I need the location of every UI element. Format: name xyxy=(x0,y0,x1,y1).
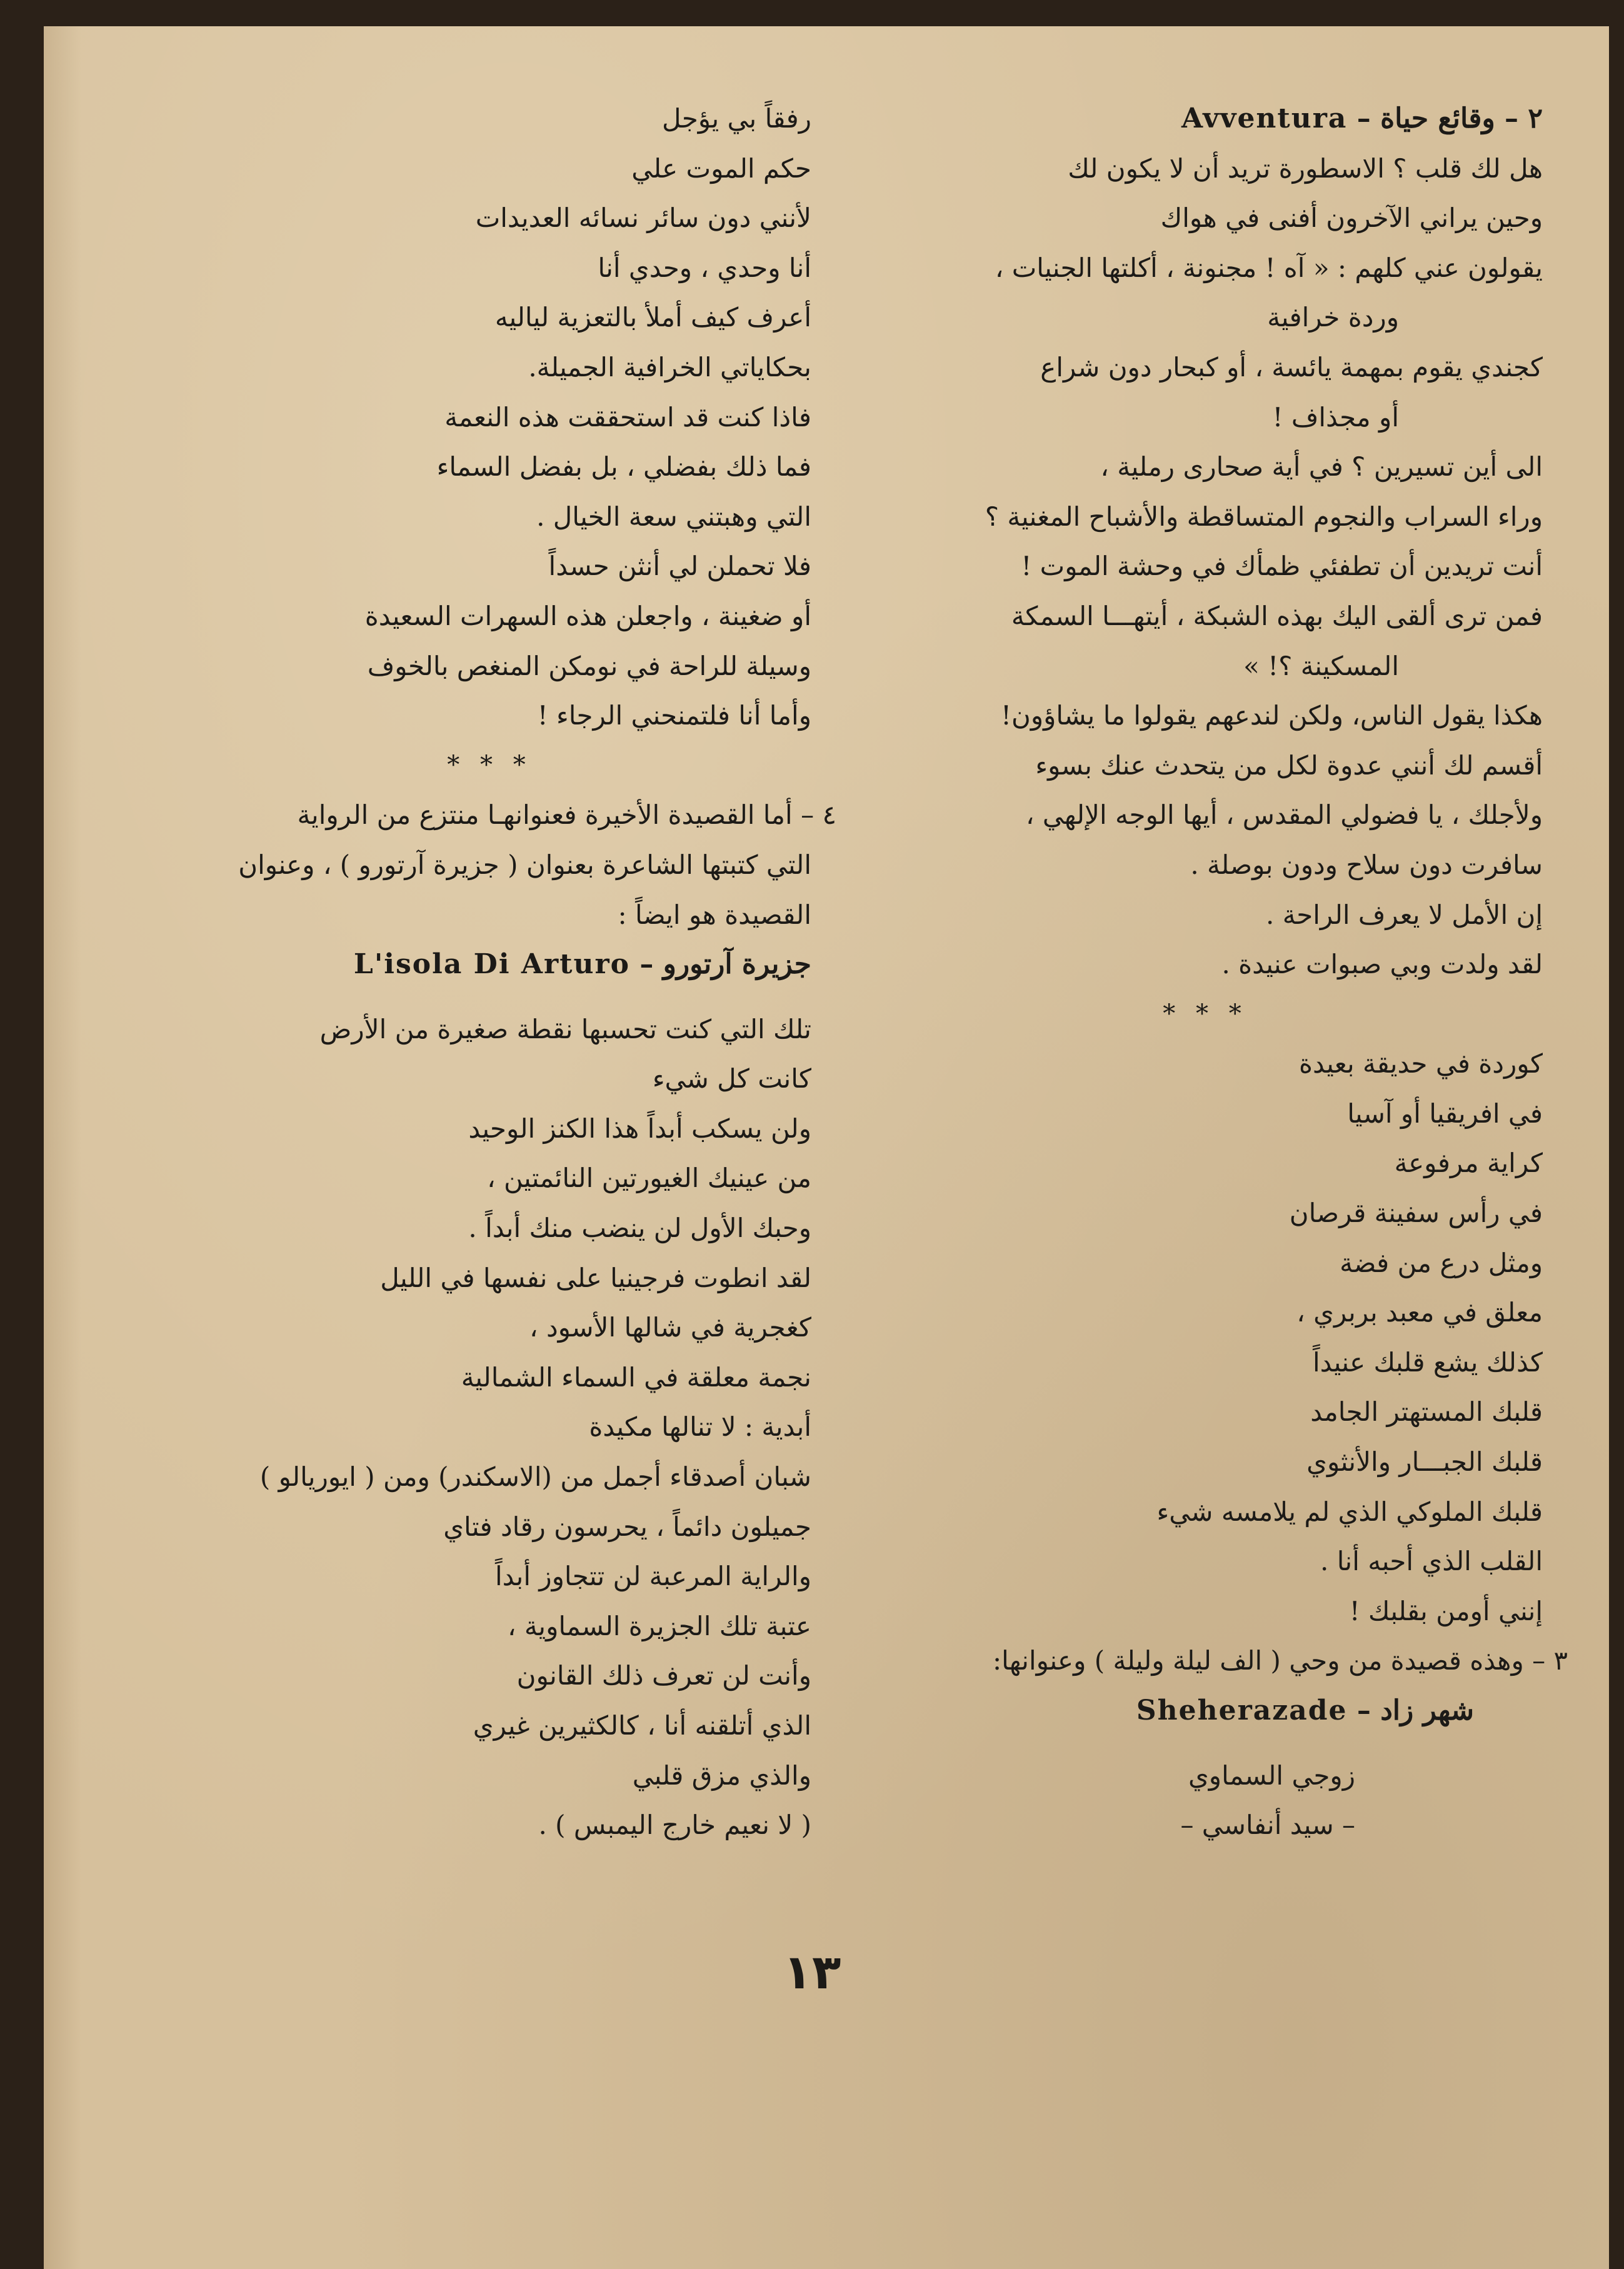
poem-line: جميلون دائماً ، يحرسون رقاد فتاي xyxy=(443,1511,811,1542)
stanza-line: قلبك الجبـــار والأنثوي xyxy=(1306,1446,1543,1478)
stanza-line: القلب الذي أحبه أنا . xyxy=(1320,1546,1543,1577)
stanza-line: قلبك المستهتر الجامد xyxy=(1310,1396,1543,1428)
poem-line: وأما أنا فلتمنحني الرجاء ! xyxy=(537,700,811,731)
stanza-line: كوردة في حديقة بعيدة xyxy=(1299,1048,1543,1079)
section-2-latin-title: Avventura xyxy=(1181,103,1348,134)
section-4-heading xyxy=(168,939,811,989)
section-4-intro-line: التي كتبتها الشاعرة بعنوان ( جزيرة آرتورو ) ، وعنوان xyxy=(238,849,811,880)
section-4-dash: – xyxy=(639,948,654,981)
stanza-line: إنني أومن بقلبك ! xyxy=(1349,1595,1543,1626)
poem-line: من عينيك الغيورتين النائمتين ، xyxy=(487,1163,811,1194)
poem-line: أنت تريدين أن تطفئي ظمأك في وحشة الموت ! xyxy=(1021,551,1543,582)
section-3-dash: – xyxy=(1356,1695,1371,1726)
poem-line: أو مجذاف ! xyxy=(1272,401,1399,433)
right-column xyxy=(868,94,1568,1850)
poem-line: وسيلة للراحة في نومكن المنغص بالخوف xyxy=(367,650,811,681)
spacer xyxy=(868,1736,1543,1751)
section-3-title: شهر زاد xyxy=(1380,1695,1474,1726)
poem-line: كانت كل شيء xyxy=(652,1063,811,1094)
stanza-line: قلبك الملوكي الذي لم يلامسه شيء xyxy=(1156,1496,1543,1527)
poem-line: الذي أتلقنه أنا ، كالكثيرين غيري xyxy=(473,1710,811,1741)
section-3-latin-title: Sheherazade xyxy=(1136,1695,1348,1726)
section-separator-stars: * * * xyxy=(1163,999,1248,1028)
poem-line: فلا تحملن لي أنثن حسداً xyxy=(548,551,811,582)
section-4-latin-title: L'isola Di Arturo xyxy=(353,948,631,981)
poem-line: لأنني دون سائر نسائه العديدات xyxy=(475,203,811,234)
section-4-title: جزيرة آرتورو xyxy=(663,948,811,981)
section-4-intro-line: ٤ – أما القصيدة الأخيرة فعنوانهـا منتزع من الرواية xyxy=(297,799,836,831)
poem-line: وحبك الأول لن ينضب منك أبداً . xyxy=(468,1213,811,1244)
poem-line: حكم الموت علي xyxy=(631,153,811,184)
poem-line: هل لك قلب ؟ الاسطورة تريد أن لا يكون لك xyxy=(1068,153,1543,184)
poem-line: فمن ترى ألقى اليك بهذه الشبكة ، أيتهـــا السمكة xyxy=(1011,600,1543,631)
poem-line: إن الأمل لا يعرف الراحة . xyxy=(1266,899,1543,930)
poem-line: والذي مزق قلبي xyxy=(632,1760,811,1791)
poem-line: شبان أصدقاء أجمل من (الاسكندر) ومن ( ايوريالو ) xyxy=(259,1461,811,1493)
stanza-line: في رأس سفينة قرصان xyxy=(1289,1198,1543,1229)
stanza-line: كراية مرفوعة xyxy=(1394,1148,1543,1179)
poem-line: يقولون عني كلهم : « آه ! مجنونة ، أكلتها الجنيات ، xyxy=(995,252,1543,283)
poem-line: والراية المرعبة لن تتجاوز أبداً xyxy=(494,1561,811,1592)
section-2-title: وقائع حياة xyxy=(1380,103,1495,134)
poem-line: أنا وحدي ، وحدي أنا xyxy=(598,252,811,283)
poem-line: الى أين تسيرين ؟ في أية صحارى رملية ، xyxy=(1100,451,1543,483)
poem-line: لقد انطوت فرجينيا على نفسها في الليل xyxy=(380,1262,811,1293)
section-separator-stars: * * * xyxy=(447,750,532,779)
section-2-heading xyxy=(868,94,1543,144)
section-3-heading xyxy=(868,1686,1543,1736)
poem-line: ولن يسكب أبداً هذا الكنز الوحيد xyxy=(468,1113,811,1144)
poem-line: أقسم لك أنني عدوة لكل من يتحدث عنك بسوء xyxy=(1035,749,1543,781)
poem-line: تلك التي كنت تحسبها نقطة صغيرة من الأرض xyxy=(319,1013,811,1044)
poem-line: ولأجلك ، يا فضولي المقدس ، أيها الوجه الإلهي ، xyxy=(1025,799,1543,831)
stanza-line: معلق في معبد بربري ، xyxy=(1296,1297,1543,1328)
poem-line: هكذا يقول الناس، ولكن لندعهم يقولوا ما يشاؤون! xyxy=(1001,700,1543,731)
page-number: ١٣ xyxy=(783,1944,841,2000)
poem-line: المسكينة ؟! » xyxy=(1243,650,1399,681)
poem-line: عتبة تلك الجزيرة السماوية ، xyxy=(508,1610,811,1641)
poem-line: التي وهبتني سعة الخيال . xyxy=(536,501,811,532)
poem-line: وراء السراب والنجوم المتساقطة والأشباح المغنية ؟ xyxy=(985,501,1543,532)
left-column xyxy=(168,94,836,1850)
poem-line: نجمة معلقة في السماء الشمالية xyxy=(461,1361,811,1393)
poem-line: أعرف كيف أملأ بالتعزية لياليه xyxy=(494,302,811,333)
poem-line: – سيد أنفاسي – xyxy=(1180,1810,1355,1841)
spacer xyxy=(168,989,811,1004)
stanza-line: ومثل درع من فضة xyxy=(1340,1247,1543,1278)
poem-line: وأنت لن تعرف ذلك القانون xyxy=(516,1660,811,1691)
poem-line: رفقاً بي يؤجل xyxy=(662,103,811,134)
poem-line: كغجرية في شالها الأسود ، xyxy=(529,1312,811,1343)
stanza-line: كذلك يشع قلبك عنيداً xyxy=(1313,1346,1543,1378)
poem-line: كجندي يقوم بمهمة يائسة ، أو كبحار دون شراع xyxy=(1040,351,1543,383)
poem-line: فاذا كنت قد استحققت هذه النعمة xyxy=(444,401,811,433)
stanza-line: في افريقيا أو آسيا xyxy=(1347,1098,1543,1129)
poem-line: سافرت دون سلاح ودون بوصلة . xyxy=(1190,849,1543,880)
section-2-dash: – xyxy=(1356,103,1371,134)
poem-line: بحكاياتي الخرافية الجميلة. xyxy=(528,351,811,383)
poem-line: أبدية : لا تنالها مكيدة xyxy=(589,1411,811,1443)
poem-line: وردة خرافية xyxy=(1267,302,1399,333)
section-4-intro-line: القصيدة هو ايضاً : xyxy=(618,899,811,930)
poem-line: أو ضغينة ، واجعلن هذه السهرات السعيدة xyxy=(364,600,811,631)
poem-line: لقد ولدت وبي صبوات عنيدة . xyxy=(1221,949,1543,980)
section-2-number: ٢ – xyxy=(1505,103,1543,134)
section-3-intro: ٣ – وهذه قصيدة من وحي ( الف ليلة وليلة ) وعنوانها: xyxy=(992,1645,1568,1676)
poem-line: زوجي السماوي xyxy=(1188,1760,1355,1791)
poem-line: فما ذلك بفضلي ، بل بفضل السماء xyxy=(436,451,811,483)
poem-line: وحين يراني الآخرون أفنى في هواك xyxy=(1160,203,1543,234)
poem-line: ( لا نعيم خارج اليمبس ) . xyxy=(538,1810,811,1841)
